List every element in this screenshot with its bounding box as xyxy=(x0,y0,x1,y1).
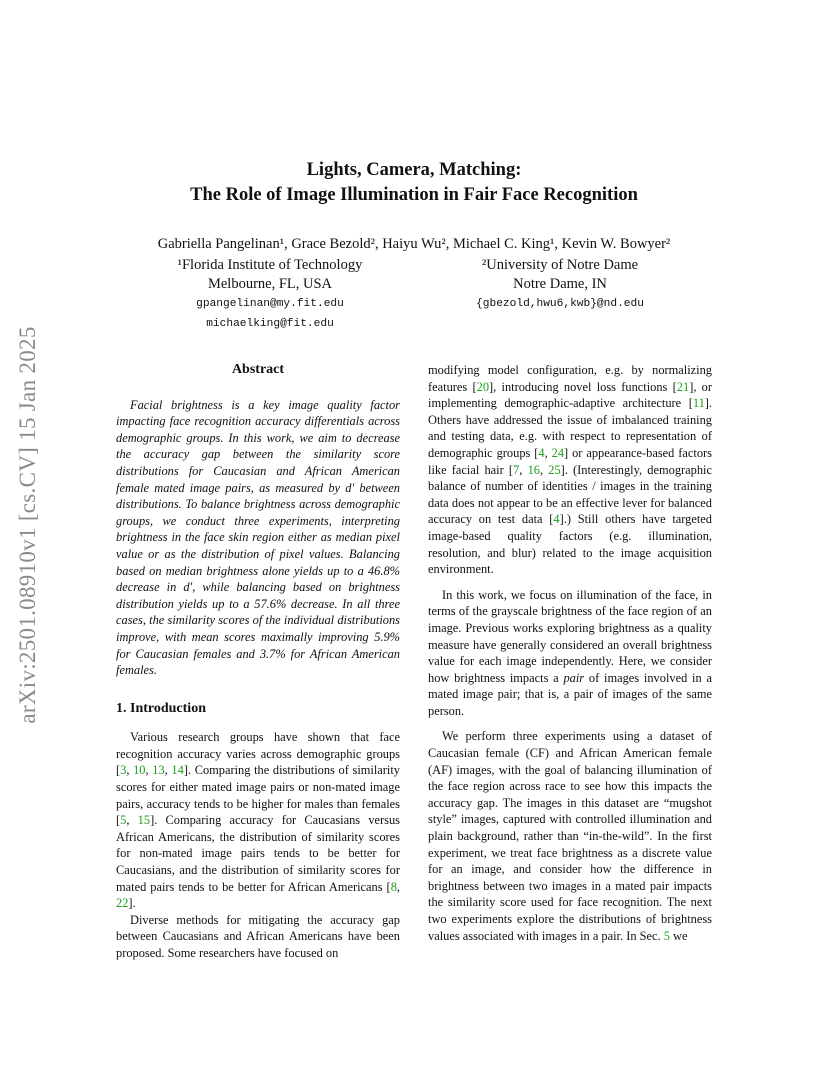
affiliation-name: ¹Florida Institute of Technology xyxy=(177,257,363,273)
affiliation-notre-dame xyxy=(440,256,680,314)
paper-title-line1: Lights, Camera, Matching: xyxy=(306,160,522,180)
section-link[interactable]: 5 xyxy=(663,928,670,943)
citation-link[interactable]: 4 xyxy=(553,512,560,527)
affiliation-location: Notre Dame, IN xyxy=(513,276,607,292)
citation-link[interactable]: 24 xyxy=(551,445,565,460)
affiliation-name: ²University of Notre Dame xyxy=(481,257,639,273)
citation-link[interactable]: 20 xyxy=(476,379,490,394)
paper-title-line2: The Role of Image Illumination in Fair Face Recognition xyxy=(190,185,638,205)
left-column xyxy=(116,362,400,962)
author-email: gpangelinan@my.fit.edu xyxy=(196,298,344,310)
arxiv-identifier: arXiv:2501.08910v1 [cs.CV] 15 Jan 2025 xyxy=(15,326,40,724)
citation-link[interactable]: 8 xyxy=(390,879,397,894)
citation-link[interactable]: 14 xyxy=(171,763,184,778)
affiliation-florida-tech xyxy=(150,256,390,334)
citation-link[interactable]: 5 xyxy=(120,813,127,828)
intro-paragraph-2-continued: modifying model configuration, e.g. by normalizing features [20], introducing novel loss functions [21], or implementing demographic-adaptive architecture [11]. Others have addressed the issue of imbalanced training and testing data, e.g. with respect to representation of demographic groups [4, 24] or appearance-based factors like facial hair [7, 16, 25]. (Interestingly, demographic balance of number of identities / images in the training data does not appear to be an effective lever for balanced accuracy on test data [4].) Still others have targeted image-based quality factors (e.g. illumination, resolution, and blur) related to the image acquisition environment. xyxy=(428,363,713,577)
right-column xyxy=(428,362,712,944)
intro-paragraph-1: Various research groups have shown that face recognition accuracy varies across demographic groups [3, 10, 13, 14]. Comparing the distributions of similarity scores for either mated image pairs or non-mated image pairs, accuracy tends to be higher for males than females [5, 15]. Comparing accuracy for Caucasians versus African Americans, the distribution of similarity scores for non-mated image pairs tends to be better for Caucasians, and the distribution of similarity scores for mated pairs tends to be better for African Americans [8, 22]. xyxy=(116,730,401,911)
citation-link[interactable]: 4 xyxy=(538,445,545,460)
citation-link[interactable]: 10 xyxy=(133,763,146,778)
citation-link[interactable]: 11 xyxy=(692,396,705,411)
citation-link[interactable]: 16 xyxy=(527,462,540,477)
citation-link[interactable]: 21 xyxy=(676,379,690,394)
author-list: Gabriella Pangelinan¹, Grace Bezold², Haiyu Wu², Michael C. King¹, Kevin W. Bowyer² xyxy=(157,236,671,252)
intro-paragraph-2: Diverse methods for mitigating the accuracy gap between Caucasians and African Americans have been proposed. Some researchers have focused on xyxy=(116,912,400,960)
affiliation-location: Melbourne, FL, USA xyxy=(207,276,333,292)
abstract-heading: Abstract xyxy=(231,362,285,377)
intro-paragraph-4: We perform three experiments using a dataset of Caucasian female (CF) and African American female (AF) images, with the goal of balancing illumination of the face region across race to see how this impacts the accuracy gap. The images in this dataset are “mugshot style” images, captured with controlled illumination and plain background, rather than “in-the-wild”. In the first experiment, we treat face brightness as a discrete value for an image, and consider how the difference in brightness between two images in a mated pair impacts the similarity score used for face recognition. The next two experiments explore the distributions of brightness values associated with images in a pair. In Sec. 5 we xyxy=(428,729,712,943)
abstract-text: Facial brightness is a key image quality factor impacting face recognition accuracy differentials across demographic groups. In this work, we aim to decrease the accuracy gap between the similarity score distributions for Caucasian and African American female mated image pairs, as measured by d′ between distributions. To balance brightness across demographic groups, we conduct three experiments, interpreting brightness in the face skin region either as median pixel value or as the distribution of pixel values. Balancing based on median brightness alone yields up to a 46.8% decrease in d′, while balancing based on brightness distribution yields up to a 57.6% decrease. In all three cases, the similarity scores of the individual distributions improve, with mean scores maximally improving 5.9% for Caucasian females and 3.7% for African American females. xyxy=(116,397,400,678)
citation-link[interactable]: 7 xyxy=(513,462,520,477)
citation-link[interactable]: 25 xyxy=(548,462,561,477)
citation-link[interactable]: 13 xyxy=(152,763,165,778)
intro-paragraph-3: In this work, we focus on illumination of the face, in terms of the grayscale brightness of the face region of an image. Previous works exploring brightness as a quality measure have generally considered an overall brightness value for each image independently. Here, we consider how brightness impacts a pair of images involved in a mated image pair; that is, a pair of images of the same person. xyxy=(428,587,712,718)
author-email: {gbezold,hwu6,kwb}@nd.edu xyxy=(476,298,644,310)
citation-link[interactable]: 15 xyxy=(137,813,151,828)
section-heading-introduction: 1. Introduction xyxy=(116,700,206,716)
citation-link[interactable]: 22 xyxy=(116,896,129,911)
author-email: michaelking@fit.edu xyxy=(206,318,334,330)
citation-link[interactable]: 3 xyxy=(120,763,127,778)
